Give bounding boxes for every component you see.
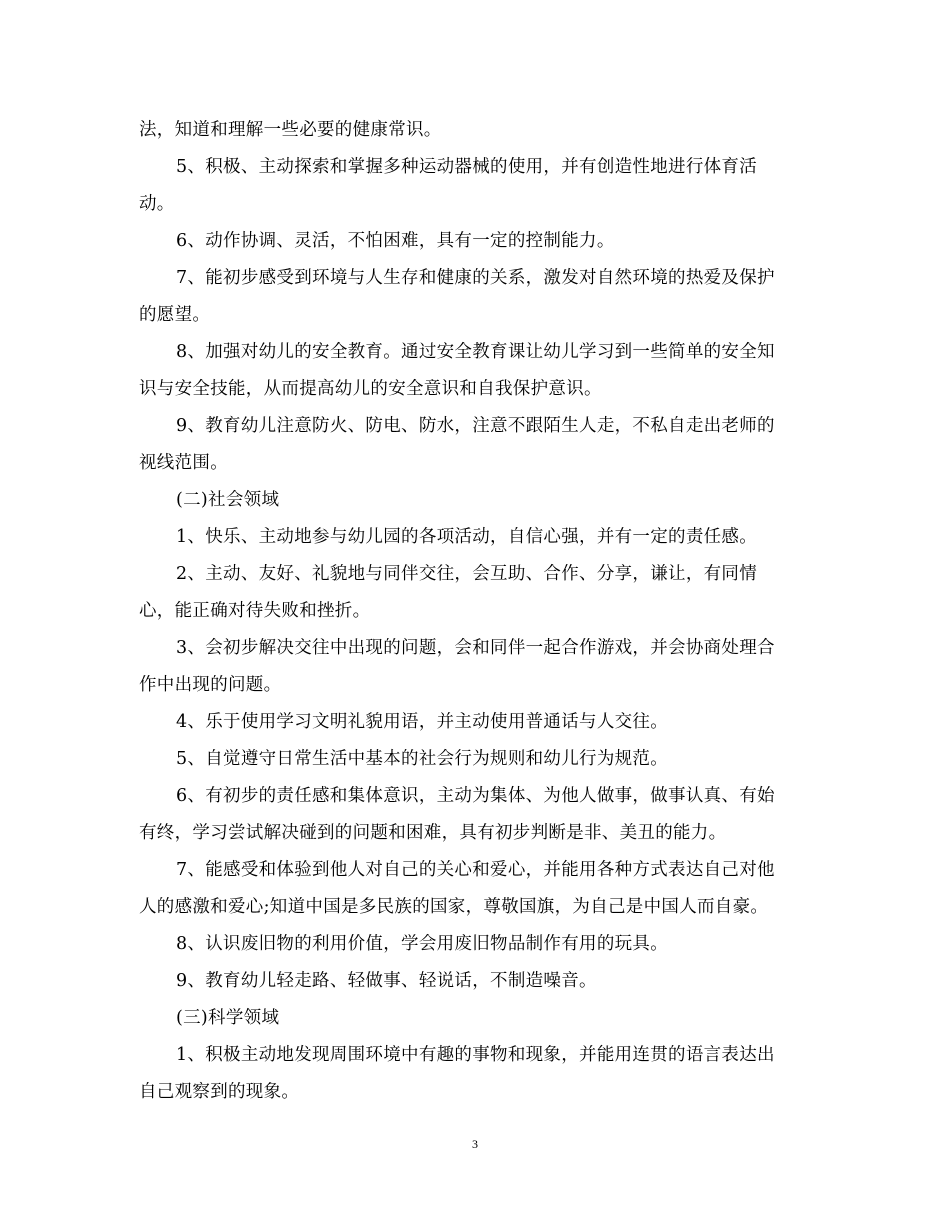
section-heading-science: (三)科学领域 — [176, 1008, 280, 1028]
text-line: 心，能正确对待失败和挫折。 — [139, 601, 371, 621]
text-line: 4、乐于使用学习文明礼貌用语，并主动使用普通话与人交往。 — [176, 712, 669, 732]
text-line: 作中出现的问题。 — [139, 675, 282, 695]
text-line: 有终，学习尝试解决碰到的问题和困难，具有初步判断是非、美丑的能力。 — [139, 823, 727, 843]
text-line: 动。 — [139, 194, 175, 214]
text-line: 5、积极、主动探索和掌握多种运动器械的使用，并有创造性地进行体育活 — [176, 157, 758, 177]
text-line: 8、加强对幼儿的安全教育。通过安全教育课让幼儿学习到一些简单的安全知 — [176, 342, 775, 362]
text-line: 9、教育幼儿轻走路、轻做事、轻说话，不制造噪音。 — [176, 971, 597, 991]
text-line: 人的感激和爱心;知道中国是多民族的国家，尊敬国旗，为自己是中国人而自豪。 — [139, 897, 769, 917]
text-line: 1、积极主动地发现周围环境中有趣的事物和现象，并能用连贯的语言表达出 — [176, 1045, 775, 1065]
text-line: 8、认识废旧物的利用价值，学会用废旧物品制作有用的玩具。 — [176, 934, 669, 954]
text-line: 识与安全技能，从而提高幼儿的安全意识和自我保护意识。 — [139, 379, 602, 399]
text-line: 视线范围。 — [139, 453, 228, 473]
text-line: 法，知道和理解一些必要的健康常识。 — [139, 120, 442, 140]
text-line: 9、教育幼儿注意防火、防电、防水，注意不跟陌生人走，不私自走出老师的 — [176, 416, 775, 436]
page-number: 3 — [472, 1137, 478, 1151]
text-line: 6、动作协调、灵活，不怕困难，具有一定的控制能力。 — [176, 231, 615, 251]
text-line: 自己观察到的现象。 — [139, 1082, 300, 1102]
text-line: 7、能感受和体验到他人对自己的关心和爱心，并能用各种方式表达自己对他 — [176, 860, 775, 880]
text-line: 6、有初步的责任感和集体意识，主动为集体、为他人做事，做事认真、有始 — [176, 786, 775, 806]
text-line: 的愿望。 — [139, 305, 211, 325]
section-heading-social: (二)社会领域 — [176, 490, 280, 510]
text-line: 7、能初步感受到环境与人生存和健康的关系，激发对自然环境的热爱及保护 — [176, 268, 775, 288]
document-body — [139, 112, 811, 1111]
text-line: 5、自觉遵守日常生活中基本的社会行为规则和幼儿行为规范。 — [176, 749, 669, 769]
text-line: 2、主动、友好、礼貌地与同伴交往，会互助、合作、分享，谦让，有同情 — [176, 564, 758, 584]
text-line: 1、快乐、主动地参与幼儿园的各项活动，自信心强，并有一定的责任感。 — [176, 527, 758, 547]
text-line: 3、会初步解决交往中出现的问题，会和同伴一起合作游戏，并会协商处理合 — [176, 638, 775, 658]
